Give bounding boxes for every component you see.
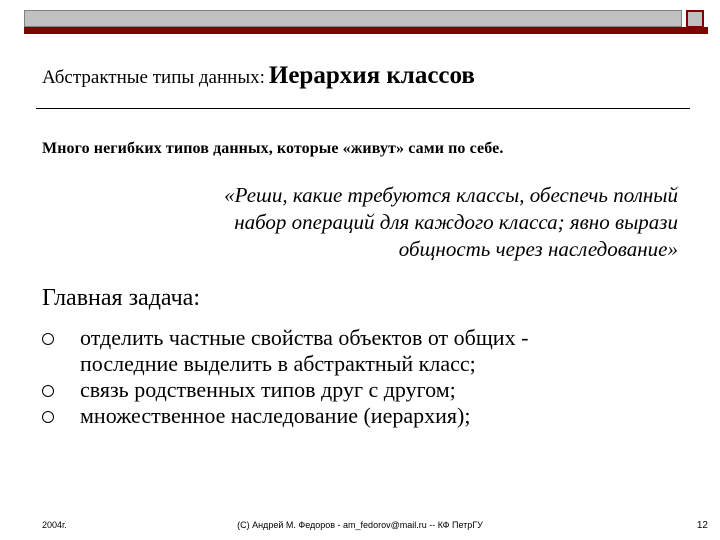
title-prefix: Абстрактные типы данных: [42, 67, 265, 88]
quote-block [60, 182, 678, 263]
corner-square-decor [686, 10, 704, 28]
slide-title [42, 62, 475, 90]
hollow-circle-bullet-icon [42, 385, 54, 397]
top-accent-line [24, 27, 708, 34]
top-decor-bar [24, 10, 682, 27]
title-main: Иерархия классов [268, 62, 475, 89]
quote-line: «Реши, какие требуются классы, обеспечь полный [224, 183, 678, 207]
list-item-line: последние выделить в абстрактный класс; [80, 351, 476, 376]
quote-line: общность через наследование» [398, 237, 678, 261]
footer-copyright: (С) Андрей М. Федоров - am_fedorov@mail.ru -- КФ ПетрГУ [237, 520, 483, 530]
hollow-circle-bullet-icon [42, 411, 54, 423]
list-item [42, 403, 682, 429]
list-item-line: отделить частные свойства объектов от общих - [80, 325, 529, 350]
quote-line: набор операций для каждого класса; явно вырази [234, 210, 678, 234]
list-item [42, 325, 682, 377]
list-item-line: множественное наследование (иерархия); [80, 403, 471, 428]
title-divider [36, 108, 690, 109]
bullet-list [42, 325, 682, 429]
page-number: 12 [696, 520, 708, 531]
hollow-circle-bullet-icon [42, 333, 54, 345]
section-heading: Главная задача: [42, 285, 200, 311]
subtitle: Много негибких типов данных, которые «живут» сами по себе. [42, 140, 504, 157]
list-item [42, 377, 682, 403]
list-item-line: связь родственных типов друг с другом; [80, 377, 456, 402]
footer-date: 2004г. [42, 520, 67, 530]
